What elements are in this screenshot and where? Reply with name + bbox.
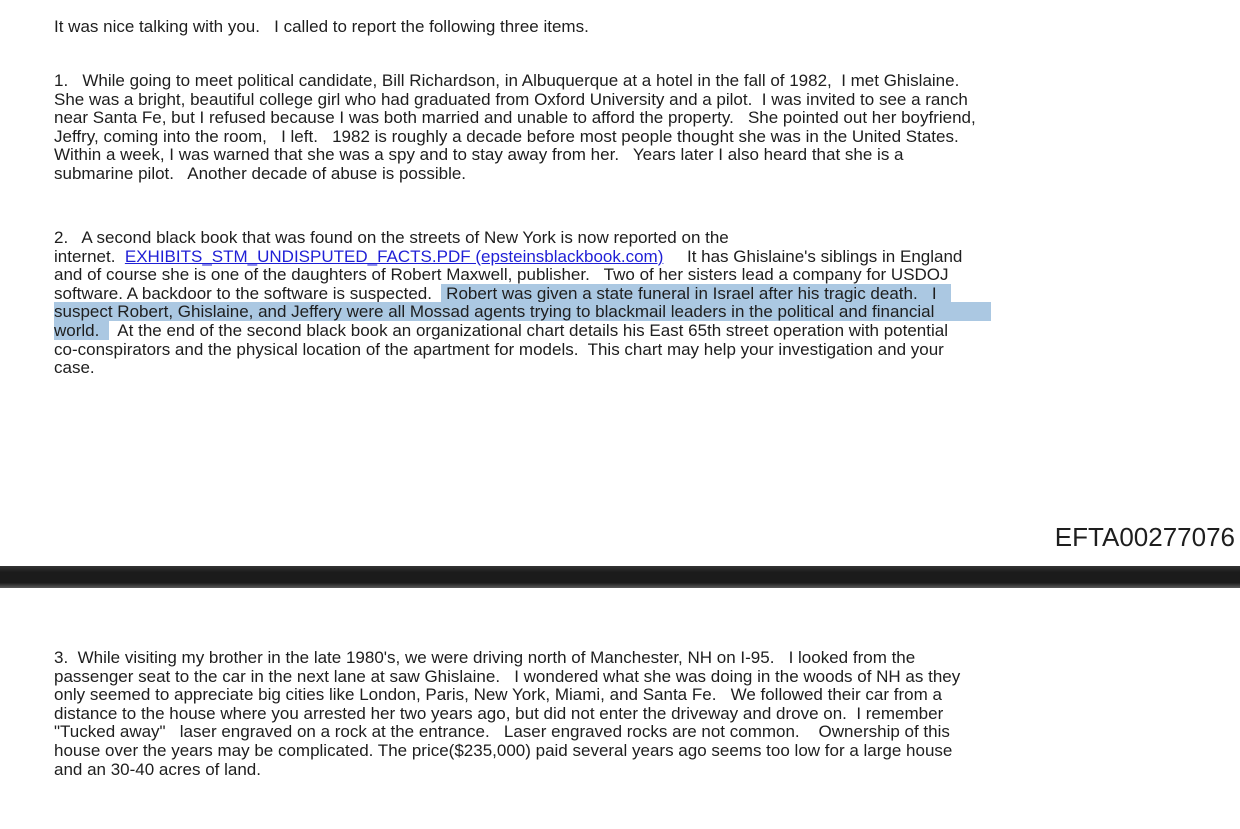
text-run: "Tucked away" laser engraved on a rock at the entrance. Laser engraved rocks are not common. Ownership of this bbox=[54, 722, 950, 742]
text-run: It was nice talking with you. I called to report the following three items. bbox=[54, 17, 589, 36]
text-run: Within a week, I was warned that she was a spy and to stay away from her. Years later I also heard that she is a bbox=[54, 145, 904, 165]
text-run: internet. bbox=[54, 246, 125, 266]
paragraph-item-3 bbox=[54, 649, 960, 779]
selected-text: suspect Robert, Ghislaine, and Jeffery were all Mossad agents trying to blackmail leaders in the political and financial bbox=[54, 302, 992, 322]
text-line bbox=[54, 18, 589, 37]
paragraph-item-1 bbox=[54, 72, 976, 184]
text-line bbox=[54, 109, 976, 128]
text-run: submarine pilot. Another decade of abuse is possible. bbox=[54, 163, 467, 183]
text-line bbox=[54, 248, 991, 267]
selected-text: world. bbox=[54, 320, 109, 340]
selected-text: Robert was given a state funeral in Israel after his tragic death. I bbox=[441, 283, 951, 303]
text-run: It has Ghislaine's siblings in England bbox=[663, 246, 963, 266]
text-line bbox=[54, 322, 991, 341]
text-run: co-conspirators and the physical location of the apartment for models. This chart may help your investigation and your bbox=[54, 339, 944, 359]
text-run: software. A backdoor to the software is suspected. bbox=[54, 283, 442, 303]
text-line bbox=[54, 686, 960, 705]
text-line bbox=[54, 303, 991, 322]
text-run: 3. While visiting my brother in the late 1980's, we were driving north of Manchester, NH on I-95. I looked from the bbox=[54, 648, 916, 667]
text-line bbox=[54, 341, 991, 360]
text-line bbox=[54, 742, 960, 761]
text-run: 1. While going to meet political candidate, Bill Richardson, in Albuquerque at a hotel in the fall of 1982, I met Ghislaine. bbox=[54, 71, 960, 90]
text-run: only seemed to appreciate big cities like London, Paris, New York, Miami, and Santa Fe. We followed their car from a bbox=[54, 685, 942, 705]
text-run: and of course she is one of the daughters of Robert Maxwell, publisher. Two of her sisters lead a company for USDOJ bbox=[54, 265, 949, 285]
text-line bbox=[54, 229, 991, 248]
text-run: Jeffry, coming into the room, I left. 1982 is roughly a decade before most people thought she was in the United States. bbox=[54, 126, 959, 146]
text-line bbox=[54, 72, 976, 91]
text-run: At the end of the second black book an organizational chart details his East 65th street operation with potential bbox=[108, 320, 948, 340]
text-line bbox=[54, 165, 976, 184]
text-run: She was a bright, beautiful college girl who had graduated from Oxford University and a pilot. I was invited to see a ranch bbox=[54, 89, 968, 109]
paragraph-item-2 bbox=[54, 229, 991, 378]
text-run: near Santa Fe, but I refused because I was both married and unable to afford the property. She pointed out her boyfriend, bbox=[54, 108, 976, 128]
bates-number: EFTA00277076 bbox=[1054, 522, 1235, 552]
text-run: house over the years may be complicated. The price($235,000) paid several years ago seems too low for a large house bbox=[54, 740, 953, 760]
paragraph-intro bbox=[54, 18, 589, 37]
text-run: passenger seat to the car in the next lane at saw Ghislaine. I wondered what she was doing in the woods of NH as they bbox=[54, 666, 961, 686]
text-run: 2. A second black book that was found on the streets of New York is now reported on the bbox=[54, 228, 729, 247]
page-separator-bar bbox=[0, 566, 1240, 588]
exhibits-pdf-link[interactable]: EXHIBITS_STM_UNDISPUTED_FACTS.PDF (epsteinsblackbook.com) bbox=[124, 246, 664, 266]
text-line bbox=[54, 359, 991, 378]
text-line bbox=[54, 91, 976, 110]
text-line bbox=[54, 266, 991, 285]
text-line bbox=[54, 668, 960, 687]
text-run: case. bbox=[54, 358, 95, 378]
text-line bbox=[54, 705, 960, 724]
text-line bbox=[54, 285, 991, 304]
text-line bbox=[54, 761, 960, 780]
text-line bbox=[54, 146, 976, 165]
text-line bbox=[54, 723, 960, 742]
text-line bbox=[54, 128, 976, 147]
text-run: distance to the house where you arrested her two years ago, but did not enter the driveway and drove on. I remember bbox=[54, 703, 944, 723]
text-run: and an 30-40 acres of land. bbox=[54, 759, 261, 779]
text-line bbox=[54, 649, 960, 668]
